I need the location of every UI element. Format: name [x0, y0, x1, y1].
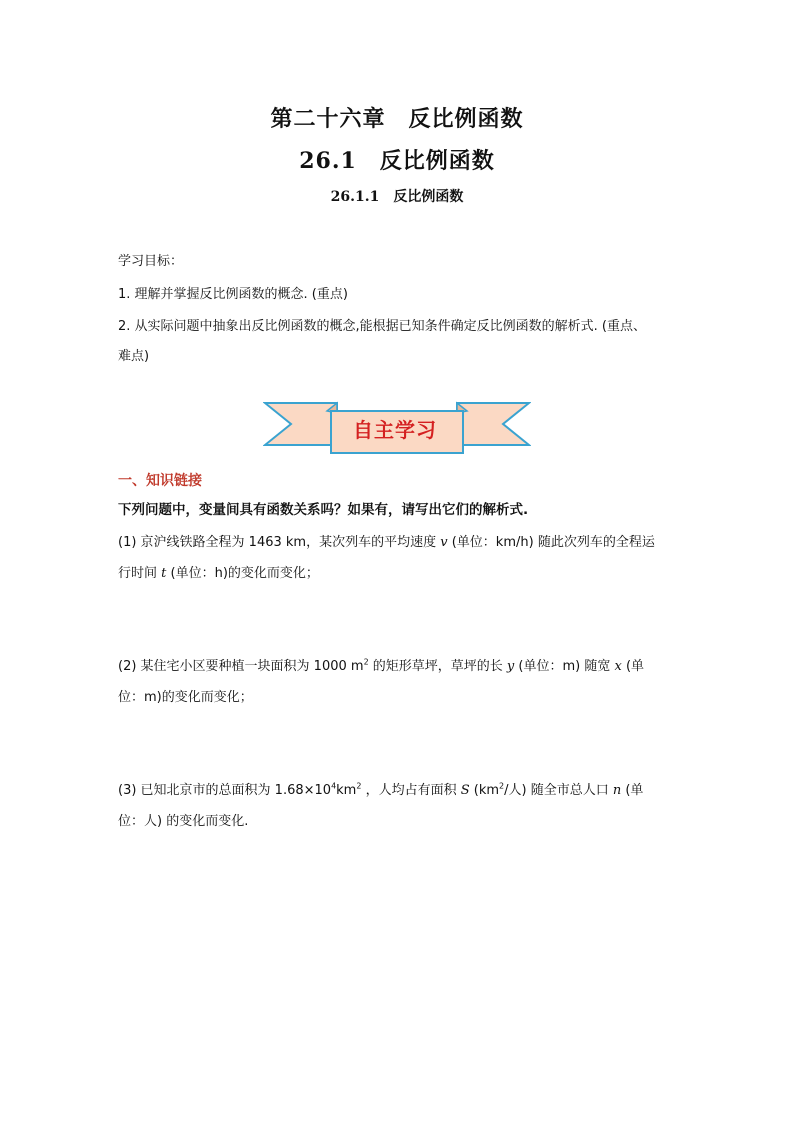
question-2-line-2: 位：m)的变化而变化；: [118, 690, 253, 705]
goal-item-1: 1. 理解并掌握反比例函数的概念. (重点): [118, 287, 348, 302]
question-intro: 下列问题中，变量间具有函数关系吗？如果有，请写出它们的解析式.: [118, 502, 529, 518]
goals-label: 学习目标：: [118, 254, 184, 269]
banner-label: 自主学习: [353, 418, 437, 442]
goal-item-2-cont: 难点): [118, 349, 150, 364]
section-title: 26.1 反比例函数: [299, 148, 495, 174]
question-1-line-1: (1) 京沪线铁路全程为 1463 km，某次列车的平均速度 v (单位：km/h) 随此次列车的全程运: [118, 535, 655, 550]
goal-item-2: 2. 从实际问题中抽象出反比例函数的概念,能根据已知条件确定反比例函数的解析式. (重点、: [118, 319, 647, 334]
knowledge-link-heading: 一、知识链接: [118, 473, 202, 489]
question-3-line-1: (3) 已知北京市的总面积为 $1.68\times 10^4km^2$ ，人均占有面积 S ($km^2/$人) 随全市总人口 n (单: [118, 781, 644, 798]
question-1-line-2: 行时间 t (单位：h)的变化而变化；: [118, 566, 319, 581]
question-2-line-1: (2) 某住宅小区要种植一块面积为 1000 $m^2$ 的矩形草坪，草坪的长 y (单位：m) 随宽 x (单: [118, 657, 645, 674]
self-study-banner: [263, 398, 531, 460]
subsection-title: 26.1.1 反比例函数: [330, 189, 464, 205]
question-3-line-2: 位：人) 的变化而变化.: [118, 814, 249, 829]
chapter-title: 第二十六章 反比例函数: [270, 106, 524, 132]
